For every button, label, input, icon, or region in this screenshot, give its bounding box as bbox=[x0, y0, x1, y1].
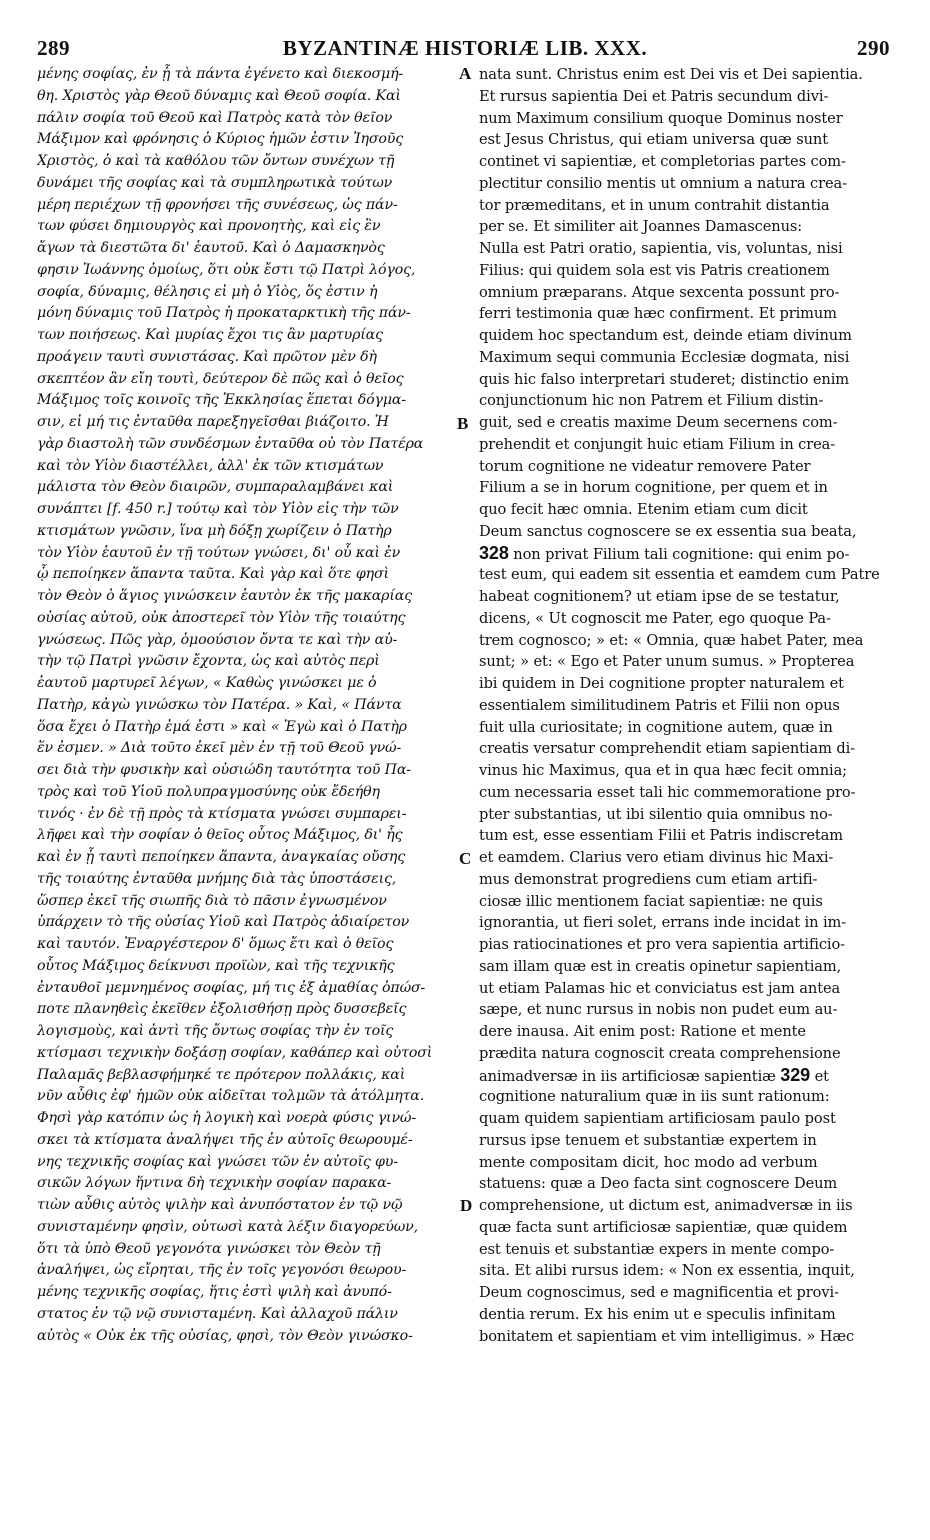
latin-text-line: sita. Et alibi rursus idem: « Non ex essentia, inquit, bbox=[479, 1262, 855, 1280]
latin-text-line: est Jesus Christus, qui etiam universa quæ sunt bbox=[479, 131, 828, 149]
greek-text-line: συνάπτει [f. 450 r.] τούτῳ καὶ τὸν Υἱὸν εἰς τὴν τῶν bbox=[37, 501, 399, 517]
greek-text-line: τὴν τῷ Πατρὶ γνῶσιν ἔχοντα, ὡς καὶ αὐτὸς περὶ bbox=[37, 653, 380, 670]
greek-text-line: ᾧ πεποίηκεν ἅπαντα ταῦτα. Καὶ γὰρ καὶ ὅτε φησὶ bbox=[37, 566, 389, 583]
latin-text-line: quam quidem sapientiam artificiosam paulo post bbox=[479, 1110, 836, 1127]
greek-text-line: μέρη περιέχων τῇ φρονήσει τῆς συνέσεως, ὡς πάν- bbox=[37, 196, 398, 213]
greek-text-line: νῦν αὖθις ἐφ' ἡμῶν οὐκ αἰδεῖται τολμῶν τὰ ἀτόλμητα. bbox=[37, 1088, 425, 1105]
greek-text-line: σκεπτέον ἂν εἴη τουτὶ, δεύτερον δὲ πῶς καὶ ὁ θεῖος bbox=[37, 370, 404, 387]
greek-text-line: σει διὰ τὴν φυσικὴν καὶ οὐσιώδη ταυτότητα τοῦ Πα- bbox=[37, 762, 411, 778]
latin-text-line: Filius: qui quidem sola est vis Patris creationem bbox=[479, 261, 830, 279]
latin-text-line: per se. Et similiter ait Joannes Damascenus: bbox=[479, 218, 803, 236]
latin-text-line: cognitione naturalium quæ in iis sunt rationum: bbox=[479, 1088, 830, 1106]
latin-text-line: nata sunt. Christus enim est Dei vis et Dei sapientia. bbox=[479, 66, 863, 83]
greek-text-line: οὗτος Μάξιμος δείκνυσι προϊὼν, καὶ τῆς τεχνικῆς bbox=[37, 957, 395, 974]
latin-text-line: habeat cognitionem? ut etiam ipse de se testatur, bbox=[479, 588, 840, 605]
greek-text-line: μάλιστα τὸν Θεὸν διαιρῶν, συμπαραλαμβάνει καὶ bbox=[37, 479, 394, 496]
greek-text-line: ἀναλήψει, ὡς εἴρηται, τῆς ἐν τοῖς γεγονόσι θεωρου- bbox=[37, 1262, 407, 1279]
latin-text-line: continet vi sapientiæ, et completorias partes com- bbox=[479, 153, 846, 170]
greek-text-line: Μάξιμον καὶ φρόνησις ὁ Κύριος ἡμῶν ἐστιν Ἰησοῦς bbox=[37, 131, 404, 148]
greek-text-line: Μάξιμος τοῖς κοινοῖς τῆς Ἐκκλησίας ἕπεται δόγμα- bbox=[37, 392, 407, 409]
greek-text-line: Παλαμᾶς βεβλασφήμηκέ τε πρότερον πολλάκις, καὶ bbox=[37, 1066, 406, 1083]
greek-text-line: σικῶν λόγων ἥντινα δὴ τεχνικὴν σοφίαν παρακα- bbox=[37, 1175, 392, 1192]
latin-text-line: omnium præparans. Atque sexcenta possunt pro- bbox=[479, 283, 840, 301]
latin-text-line: et eamdem. Clarius vero etiam divinus hic Maxi- bbox=[479, 849, 834, 866]
greek-text-line: ἄγων τὰ διεστῶτα δι' ἑαυτοῦ. Καὶ ὁ Δαμασκηνὸς bbox=[37, 240, 385, 256]
latin-text-line: mente compositam dicit, hoc modo ad verbum bbox=[479, 1153, 818, 1171]
greek-text-line: στατος ἐν τῷ νῷ συνισταμένη. Καὶ ἀλλαχοῦ πάλιν bbox=[37, 1305, 398, 1322]
greek-text-line: τιὼν αὖθις αὐτὸς ψιλὴν καὶ ἀνυπόστατον ἐν τῷ νῷ bbox=[37, 1197, 403, 1213]
greek-text-line: των ποιήσεως. Καὶ μυρίας ἔχοι τις ἂν μαρτυρίας bbox=[37, 327, 383, 343]
greek-text-line: νης τεχνικῆς σοφίας καὶ γνώσει τῶν ἐν αὐτοῖς φυ- bbox=[37, 1153, 398, 1170]
latin-text-line: Maximum sequi communia Ecclesiæ dogmata, nisi bbox=[479, 348, 850, 366]
inline-page-number: 328 bbox=[479, 542, 509, 563]
latin-text-line: prædita natura cognoscit creata comprehensione bbox=[479, 1044, 841, 1062]
latin-text-line: ibi quidem in Dei cognitione propter naturalem et bbox=[479, 675, 844, 692]
greek-text-line: Πατὴρ, κἀγὼ γινώσκω τὸν Πατέρα. » Καὶ, « Πάντα bbox=[37, 696, 402, 713]
margin-marker-c: C bbox=[459, 849, 472, 868]
greek-text-line: Χριστὸς, ὁ καὶ τὰ καθόλου τῶν ὄντων συνέχων τῇ bbox=[37, 153, 395, 169]
latin-text-line: sæpe, et nunc rursus in nobis non pudet eum au- bbox=[479, 1001, 838, 1019]
greek-text-line: γνώσεως. Πῶς γὰρ, ὁμοούσιον ὄντα τε καὶ τὴν αὐ- bbox=[37, 631, 398, 648]
greek-text-line: σιν, εἰ μή τις ἐνταῦθα παρεξηγεῖσθαι βιάζοιτο. Ἡ bbox=[37, 414, 389, 430]
greek-text-line: ἕν ἐσμεν. » Διὰ τοῦτο ἐκεῖ μὲν ἐν τῇ τοῦ Θεοῦ γνώ- bbox=[37, 740, 402, 757]
latin-text-line: dentia rerum. Ex his enim ut e speculis infinitam bbox=[479, 1305, 836, 1323]
greek-text-line: ὅσα ἔχει ὁ Πατὴρ ἐμά ἐστι » καὶ « Ἐγὼ καὶ ὁ Πατὴρ bbox=[37, 718, 407, 735]
greek-text-line: προάγειν ταυτὶ συνιστάσας. Καὶ πρῶτον μὲν δὴ bbox=[37, 348, 377, 365]
greek-text-line: λῆφει καὶ τὴν σοφίαν ὁ θεῖος οὗτος Μάξιμος, δι' ἧς bbox=[37, 827, 403, 844]
latin-text-line: guit, sed e creatis maxime Deum secernens com- bbox=[479, 414, 838, 431]
greek-text-line: κτισμάτων γνῶσιν, ἵνα μὴ δόξῃ χωρίζειν ὁ Πατὴρ bbox=[37, 522, 392, 539]
latin-text-line: ut etiam Palamas hic et conviciatus est jam antea bbox=[479, 979, 841, 997]
latin-text-line: pter substantias, ut ibi silentio quia omnibus no- bbox=[479, 805, 833, 823]
latin-text-line: mus demonstrat progrediens cum etiam artifi- bbox=[479, 870, 818, 888]
greek-text-line: μένης τεχνικῆς σοφίας, ἥτις ἐστὶ ψιλὴ καὶ ἀνυπό- bbox=[37, 1284, 392, 1300]
greek-text-line: θη. Χριστὸς γὰρ Θεοῦ δύναμις καὶ Θεοῦ σοφία. Καὶ bbox=[37, 87, 401, 104]
latin-text-line: dicens, « Ut cognoscit me Pater, ego quoque Pa- bbox=[479, 609, 831, 627]
greek-text-line: ὑπάρχειν τὸ τῆς οὐσίας Υἱοῦ καὶ Πατρὸς ἀδιαίρετον bbox=[37, 914, 410, 931]
greek-text-line: τὸν Θεὸν ὁ ἅγιος γινώσκειν ἑαυτὸν ἐκ τῆς μακαρίας bbox=[37, 588, 412, 604]
latin-text-line: quo fecit hæc omnia. Etenim etiam cum dicit bbox=[479, 501, 808, 518]
greek-text-line: αὐτὸς « Οὐκ ἐκ τῆς οὐσίας, φησὶ, τὸν Θεὸν γινώσκο- bbox=[37, 1327, 413, 1344]
inline-page-number: 329 bbox=[780, 1064, 811, 1085]
latin-text-line: pias ratiocinationes et pro vera sapientia artificio- bbox=[479, 936, 845, 953]
margin-marker-b: B bbox=[457, 414, 469, 433]
latin-text-line: est tenuis et substantiæ expers in mente compo- bbox=[479, 1240, 835, 1258]
latin-text-line: Filium a se in horum cognitione, per quem et in bbox=[479, 479, 828, 497]
greek-text-line: δυνάμει τῆς σοφίας καὶ τὰ συμπληρωτικὰ τούτων bbox=[37, 174, 393, 191]
greek-text-line: Φησὶ γὰρ κατόπιν ὡς ἡ λογικὴ καὶ νοερὰ φύσις γινώ- bbox=[37, 1110, 416, 1126]
latin-text-line: torum cognitione ne videatur removere Pater bbox=[479, 457, 811, 475]
latin-text-line: plectitur consilio mentis ut omnium a natura crea- bbox=[479, 174, 847, 192]
latin-text-line: num Maximum consilium quoque Dominus noster bbox=[479, 109, 843, 127]
greek-text-line: τρὸς καὶ τοῦ Υἱοῦ πολυπραγμοσύνης οὐκ ἔδεήθη bbox=[37, 783, 380, 800]
latin-text-line: cum necessaria esset tali hic commemoratione pro- bbox=[479, 783, 856, 801]
left-page-number: 289 bbox=[37, 36, 70, 60]
latin-text-line: fuit ulla curiositate; in cognitione autem, quæ in bbox=[479, 718, 833, 736]
latin-text-column bbox=[479, 64, 897, 1347]
greek-text-line: μένης σοφίας, ἐν ᾗ τὰ πάντα ἐγένετο καὶ διεκοσμή- bbox=[37, 66, 404, 82]
latin-text-line: Deum sanctus cognoscere se ex essentia sua beata, bbox=[479, 522, 857, 540]
greek-text-line: καὶ ἐν ᾗ ταυτὶ πεποίηκεν ἅπαντα, ἀναγκαίας οὔσης bbox=[37, 849, 406, 865]
latin-text-line: ciosæ illic mentionem faciat sapientiæ: ne quis bbox=[479, 892, 823, 910]
latin-text-line: sunt; » et: « Ego et Pater unum sumus. » Propterea bbox=[479, 653, 855, 671]
latin-text-line: quæ facta sunt artificiosæ sapientiæ, quæ quidem bbox=[479, 1218, 848, 1236]
latin-text-line: ignorantia, ut fieri solet, errans inde incidat in im- bbox=[479, 914, 847, 932]
greek-text-line: λογισμοὺς, καὶ ἀντὶ τῆς ὄντως σοφίας τὴν ἐν τοῖς bbox=[37, 1023, 394, 1039]
running-title: BYZANTINÆ HISTORIÆ LIB. XXX. bbox=[282, 36, 648, 60]
greek-text-column bbox=[37, 64, 453, 1347]
margin-marker-d: D bbox=[460, 1196, 473, 1215]
latin-text-line: creatis versatur comprehendit etiam sapientiam di- bbox=[479, 740, 856, 758]
latin-text-line: 328 non privat Filium tali cognitione: qui enim po- bbox=[479, 542, 850, 563]
margin-marker-a: A bbox=[459, 64, 472, 83]
greek-text-line: καὶ τὸν Υἱὸν διαστέλλει, ἀλλ' ἐκ τῶν κτισμάτων bbox=[37, 457, 384, 474]
greek-text-line: μόνη δύναμις τοῦ Πατρὸς ἡ προκαταρκτικὴ τῆς πάν- bbox=[37, 305, 411, 322]
greek-text-line: τινός · ἐν δὲ τῇ πρὸς τὰ κτίσματα γνώσει συμπαρει- bbox=[37, 805, 407, 822]
greek-text-line: τὸν Υἱὸν ἑαυτοῦ ἐν τῇ τούτων γνώσει, δι' οὗ καὶ ἐν bbox=[37, 544, 401, 561]
latin-text-line: ferri testimonia quæ hæc confirment. Et primum bbox=[479, 305, 837, 323]
latin-text-line: prehendit et conjungit huic etiam Filium in crea- bbox=[479, 435, 836, 453]
latin-text-line: statuens: quæ a Deo facta sint cognoscere Deum bbox=[479, 1175, 838, 1193]
greek-text-line: ὅτι τὰ ὑπὸ Θεοῦ γεγονότα γινώσκει τὸν Θεὸν τῇ bbox=[37, 1240, 381, 1257]
latin-text-line: Et rursus sapientia Dei et Patris secundum divi- bbox=[479, 87, 829, 105]
greek-text-line: ἐνταυθοῖ μεμνημένος σοφίας, μή τις ἐξ ἀμαθίας ὁπώσ- bbox=[37, 979, 426, 996]
latin-text-line: comprehensione, ut dictum est, animadversæ in iis bbox=[479, 1197, 853, 1214]
latin-text-line: dere inausa. Ait enim post: Ratione et mente bbox=[479, 1023, 806, 1040]
latin-text-line: trem cognosco; » et: « Omnia, quæ habet Pater, mea bbox=[479, 631, 864, 649]
greek-text-line: οὐσίας αὐτοῦ, οὐκ ἀποστερεῖ τὸν Υἱὸν τῆς τοιαύτης bbox=[37, 609, 406, 626]
greek-text-line: πάλιν σοφία τοῦ Θεοῦ καὶ Πατρὸς κατὰ τὸν θεῖον bbox=[37, 109, 393, 126]
latin-text-line: quidem hoc spectandum est, deinde etiam divinum bbox=[479, 327, 852, 344]
latin-text-line: test eum, qui eadem sit essentia et eamdem cum Patre bbox=[479, 566, 880, 584]
right-page-number: 290 bbox=[857, 36, 890, 60]
greek-text-line: των φύσει δημιουργὸς καὶ προνοητὴς, καὶ εἰς ἓν bbox=[37, 218, 381, 235]
latin-text-line: tor præmeditans, et in unum contrahit distantia bbox=[479, 196, 830, 214]
greek-text-line: καὶ ταυτόν. Ἐναργέστερον δ' ὅμως ἔτι καὶ ὁ θεῖος bbox=[37, 936, 394, 952]
greek-text-line: γὰρ διαστολὴ τῶν συνδέσμων ἐνταῦθα οὐ τὸν Πατέρα bbox=[37, 435, 424, 452]
latin-text-line: conjunctionum hic non Patrem et Filium distin- bbox=[479, 392, 824, 410]
latin-text-line: bonitatem et sapientiam et vim intelligimus. » Hæc bbox=[479, 1327, 855, 1345]
latin-text-line: sam illam quæ est in creatis opinetur sapientiam, bbox=[479, 957, 842, 975]
latin-text-line: tum est, esse essentiam Filii et Patris indiscretam bbox=[479, 827, 843, 845]
greek-text-line: ὥσπερ ἐκεῖ τῆς σιωπῆς διὰ τὸ πᾶσιν ἐγνωσμένον bbox=[37, 892, 387, 909]
greek-text-line: ποτε πλανηθεὶς ἐκεῖθεν ἐξολισθήσῃ πρὸς δυσσεβεῖς bbox=[37, 1001, 407, 1018]
latin-text-line: essentialem similitudinem Patris et Filii non opus bbox=[479, 696, 840, 714]
latin-text-line: rursus ipse tenuem et substantiæ expertem in bbox=[479, 1131, 817, 1149]
greek-text-line: φησιν Ἰωάννης ὁμοίως, ὅτι οὐκ ἔστι τῷ Πατρὶ λόγος, bbox=[37, 261, 416, 278]
greek-text-line: κτίσμασι τεχνικὴν δοξάσῃ σοφίαν, καθάπερ καὶ οὑτοσὶ bbox=[37, 1044, 433, 1061]
latin-text-line: animadversæ in iis artificiosæ sapientiæ 329 et bbox=[479, 1064, 829, 1085]
latin-text-line: Deum cognoscimus, sed e magnificentia et provi- bbox=[479, 1284, 839, 1301]
latin-text-line: quis hic falso interpretari studeret; distinctio enim bbox=[479, 370, 850, 388]
greek-text-line: σκει τὰ κτίσματα ἀναλήψει τῆς ἐν αὐτοῖς θεωρουμέ- bbox=[37, 1131, 413, 1148]
greek-text-line: σοφία, δύναμις, θέλησις εἰ μὴ ὁ Υἱὸς, ὅς ἐστιν ἡ bbox=[37, 283, 378, 300]
latin-text-line: Nulla est Patri oratio, sapientia, vis, voluntas, nisi bbox=[479, 240, 843, 257]
latin-text-line: vinus hic Maximus, qua et in qua hæc fecit omnia; bbox=[479, 762, 847, 779]
greek-text-line: τῆς τοιαύτης ἐνταῦθα μνήμης διὰ τὰς ὑποστάσεις, bbox=[37, 870, 397, 887]
greek-text-line: συνισταμένην φησὶν, οὑτωσὶ κατὰ λέξιν διαγορεύων, bbox=[37, 1218, 418, 1235]
greek-text-line: ἑαυτοῦ μαρτυρεῖ λέγων, « Καθὼς γινώσκει με ὁ bbox=[37, 675, 377, 691]
